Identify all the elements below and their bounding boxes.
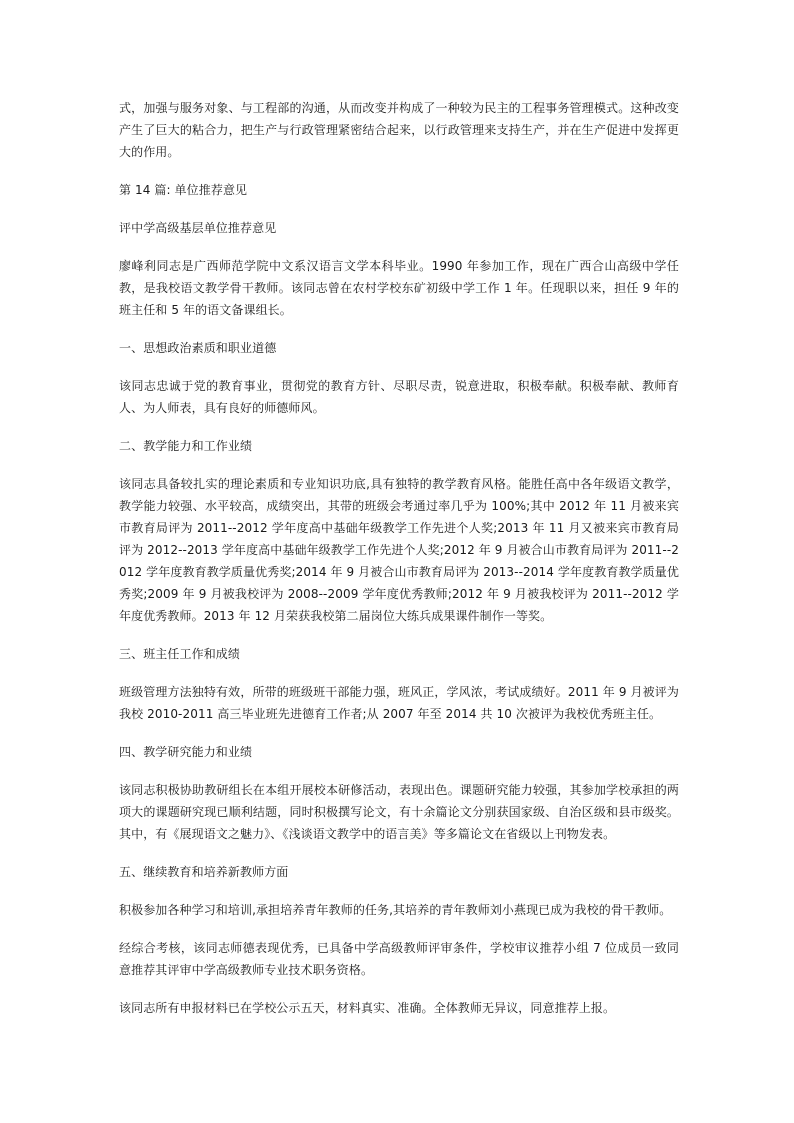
- paragraph-teaching: 该同志具备较扎实的理论素质和专业知识功底,具有独特的教学教育风格。能胜任高中各年级语文教学，教学能力较强、水平较高，成绩突出，其带的班级会考通过率几乎为 100%;其中 2012 年 11 月被来宾市教育局评为 2011--2012 学年度高中基础年级教学工作先进个人奖;2013 年 11 月又被来宾市教育局评为 2012--2013 学年度高中基础年级教学工作先进个人奖;2012 年 9 月被合山市教育局评为 2011--2012 学年度教育教学质量优秀奖;2014 年 9 月被合山市教育局评为 2013--2014 学年度教育教学质量优秀奖;2009 年 9 月被我校评为 2008--2009 学年度优秀教师;2012 年 9 月被我校评为 2011--2012 学年度优秀教师。2013 年 12 月荣获我校第二届岗位大练兵成果课件制作一等奖。: [119, 477, 679, 623]
- section-title: 第 14 篇: 单位推荐意见: [119, 183, 248, 197]
- heading-teaching: 二、教学能力和工作业绩: [119, 439, 253, 453]
- heading-training: 五、继续教育和培养新教师方面: [119, 865, 289, 879]
- paragraph-class-teacher: 班级管理方法独特有效，所带的班级班干部能力强，班风正，学风浓，考试成绩好。2011 年 9 月被评为我校 2010-2011 高三毕业班先进德育工作者;从 2007 年至 2014 共 10 次被评为我校优秀班主任。: [119, 685, 679, 721]
- heading-ethics: 一、思想政治素质和职业道德: [119, 341, 277, 355]
- paragraph-conclusion: 该同志所有申报材料已在学校公示五天，材料真实、准确。全体教师无异议，同意推荐上报。: [119, 1001, 616, 1015]
- paragraph-assessment: 经综合考核，该同志师德表现优秀，已具备中学高级教师评审条件，学校审议推荐小组 7 位成员一致同意推荐其评审中学高级教师专业技术职务资格。: [119, 941, 679, 977]
- paragraph-training: 积极参加各种学习和培训,承担培养青年教师的任务,其培养的青年教师刘小燕现已成为我校的骨干教师。: [119, 903, 672, 917]
- heading-research: 四、教学研究能力和业绩: [119, 745, 253, 759]
- paragraph-ethics: 该同志忠诚于党的教育事业，贯彻党的教育方针、尽职尽责，锐意进取，积极奉献。积极奉献、教师育人、为人师表，具有良好的师德师风。: [119, 379, 679, 415]
- paragraph-intro-continuation: 式，加强与服务对象、与工程部的沟通，从而改变并构成了一种较为民主的工程事务管理模式。这种改变产生了巨大的粘合力，把生产与行政管理紧密结合起来，以行政管理来支持生产，并在生产促进中发挥更大的作用。: [119, 101, 679, 159]
- document-body: [119, 97, 679, 1019]
- document-title: 评中学高级基层单位推荐意见: [119, 221, 277, 235]
- heading-class-teacher: 三、班主任工作和成绩: [119, 647, 241, 661]
- paragraph-research: 该同志积极协助教研组长在本组开展校本研修活动，表现出色。课题研究能力较强，其参加学校承担的两项大的课题研究现已顺利结题，同时积极撰写论文，有十余篇论文分别获国家级、自治区级和县市级奖。其中，有《展现语文之魅力》、《浅谈语文教学中的语言美》等多篇论文在省级以上刊物发表。: [119, 783, 679, 841]
- paragraph-profile: 廖峰利同志是广西师范学院中文系汉语言文学本科毕业。1990 年参加工作，现在广西合山高级中学任教，是我校语文教学骨干教师。该同志曾在农村学校东矿初级中学工作 1 年。任现职以来，担任 9 年的班主任和 5 年的语文备课组长。: [119, 259, 679, 317]
